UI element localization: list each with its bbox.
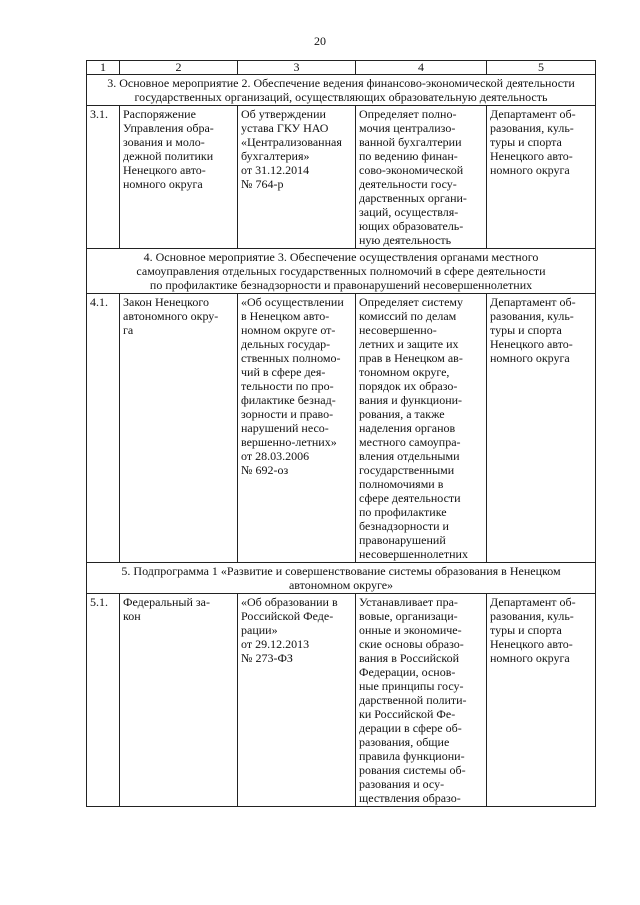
- cell-line: заций, осуществля-: [359, 205, 459, 219]
- cell-line: сфере деятельности: [359, 491, 461, 505]
- cell-line: мочия централизо-: [359, 121, 456, 135]
- document-title: [238, 294, 356, 563]
- section-heading: [87, 75, 596, 106]
- cell-line: прав в Ненецком ав-: [359, 351, 463, 365]
- cell-line: номного округа: [123, 177, 203, 191]
- cell-line: несовершенно-: [359, 323, 437, 337]
- cell-line: сово-экономической: [359, 163, 464, 177]
- cell-line: № 692-оз: [241, 463, 289, 477]
- row-number: 5.1.: [87, 594, 120, 807]
- cell-line: автономного окру-: [123, 309, 219, 323]
- cell-line: Определяет систему: [359, 295, 464, 309]
- document-table: [86, 60, 596, 807]
- cell-line: «Об образовании в: [241, 595, 338, 609]
- cell-line: Федерации, основ-: [359, 665, 456, 679]
- document-title: [238, 594, 356, 807]
- cell-line: по ведению финан-: [359, 149, 458, 163]
- cell-line: нарушений несо-: [241, 421, 329, 435]
- cell-line: тономном округе,: [359, 365, 450, 379]
- document-type: [120, 106, 238, 249]
- cell-line: номного округа: [490, 351, 570, 365]
- cell-line: ки Российской Фе-: [359, 707, 456, 721]
- cell-line: летних и защите их: [359, 337, 459, 351]
- cell-line: государственных организаций, осуществляющих образовательную деятельность: [134, 90, 548, 104]
- cell-line: наделения органов: [359, 421, 456, 435]
- cell-line: номном округе от-: [241, 323, 336, 337]
- cell-line: зорности и право-: [241, 407, 334, 421]
- cell-line: 5. Подпрограмма 1 «Развитие и совершенствование системы образования в Ненецком: [121, 564, 561, 578]
- cell-line: тельности по про-: [241, 379, 334, 393]
- cell-line: порядок их образо-: [359, 379, 458, 393]
- cell-line: Ненецкого авто-: [123, 163, 206, 177]
- cell-line: разования, куль-: [490, 609, 574, 623]
- cell-line: дарственной полити-: [359, 693, 467, 707]
- cell-line: Департамент об-: [490, 595, 576, 609]
- cell-line: туры и спорта: [490, 323, 562, 337]
- cell-line: самоуправления отдельных государственных полномочий в сфере деятельности: [136, 264, 546, 278]
- section-row: [87, 75, 596, 106]
- cell-line: местного самоупра-: [359, 435, 461, 449]
- cell-line: Распоряжение: [123, 107, 196, 121]
- cell-line: вания и функциони-: [359, 393, 463, 407]
- document-type: [120, 594, 238, 807]
- cell-line: Департамент об-: [490, 107, 576, 121]
- cell-line: Российской Феде-: [241, 609, 334, 623]
- cell-line: Ненецкого авто-: [490, 637, 573, 651]
- row-number: 3.1.: [87, 106, 120, 249]
- cell-line: Закон Ненецкого: [123, 295, 209, 309]
- cell-line: вершенно-летних»: [241, 435, 337, 449]
- cell-line: государственными: [359, 463, 455, 477]
- cell-line: полномочиями в: [359, 477, 444, 491]
- document-description: [356, 106, 487, 249]
- cell-line: рования системы об-: [359, 763, 466, 777]
- table-row: [87, 594, 596, 807]
- cell-line: Федеральный за-: [123, 595, 210, 609]
- cell-line: разования, куль-: [490, 121, 574, 135]
- cell-line: ственных полномо-: [241, 351, 341, 365]
- cell-line: ществления образо-: [359, 791, 461, 805]
- cell-line: по профилактике: [359, 505, 447, 519]
- cell-line: комиссий по делам: [359, 309, 457, 323]
- cell-line: Управления обра-: [123, 121, 214, 135]
- responsible-department: [487, 294, 596, 563]
- document-description: [356, 294, 487, 563]
- cell-line: ванной бухгалтерии: [359, 135, 462, 149]
- cell-line: га: [123, 323, 134, 337]
- page-number: 20: [314, 34, 326, 48]
- cell-line: кон: [123, 609, 141, 623]
- document-description: [356, 594, 487, 807]
- cell-line: 3. Основное мероприятие 2. Обеспечение ведения финансово-экономической деятельности: [107, 76, 575, 90]
- cell-line: дежной политики: [123, 149, 214, 163]
- section-row: [87, 249, 596, 294]
- table-row: [87, 294, 596, 563]
- cell-line: дельных государ-: [241, 337, 331, 351]
- cell-line: автономном округе»: [288, 578, 394, 592]
- cell-line: зования и моло-: [123, 135, 205, 149]
- cell-line: в Ненецком авто-: [241, 309, 330, 323]
- cell-line: Об утверждении: [241, 107, 326, 121]
- cell-line: дерации в сфере об-: [359, 721, 462, 735]
- header-row: [87, 61, 596, 75]
- cell-line: разования и осу-: [359, 777, 445, 791]
- cell-line: рации»: [241, 623, 278, 637]
- section-heading: [87, 249, 596, 294]
- cell-line: онные и экономиче-: [359, 623, 462, 637]
- responsible-department: [487, 106, 596, 249]
- cell-line: безнадзорности и: [359, 519, 449, 533]
- cell-line: № 764-р: [241, 177, 284, 191]
- responsible-department: [487, 594, 596, 807]
- cell-line: от 28.03.2006: [241, 449, 310, 463]
- cell-line: бухгалтерия»: [241, 149, 310, 163]
- cell-line: вания в Российской: [359, 651, 460, 665]
- cell-line: туры и спорта: [490, 623, 562, 637]
- cell-line: разования, общие: [359, 735, 450, 749]
- section-heading: [87, 563, 596, 594]
- cell-line: Департамент об-: [490, 295, 576, 309]
- cell-line: ные принципы госу-: [359, 679, 464, 693]
- cell-line: ские основы образо-: [359, 637, 464, 651]
- cell-line: филактике безнад-: [241, 393, 336, 407]
- cell-line: номного округа: [490, 651, 570, 665]
- cell-line: дарственных органи-: [359, 191, 467, 205]
- cell-line: номного округа: [490, 163, 570, 177]
- cell-line: Определяет полно-: [359, 107, 457, 121]
- cell-line: Устанавливает пра-: [359, 595, 458, 609]
- column-header: 4: [356, 61, 487, 75]
- cell-line: Ненецкого авто-: [490, 149, 573, 163]
- document-type: [120, 294, 238, 563]
- column-header: 3: [238, 61, 356, 75]
- cell-line: ную деятельность: [359, 233, 452, 247]
- section-row: [87, 563, 596, 594]
- cell-line: правонарушений: [359, 533, 446, 547]
- cell-line: от 31.12.2014: [241, 163, 310, 177]
- cell-line: по профилактике безнадзорности и правонарушений несовершеннолетних: [149, 278, 533, 292]
- cell-line: вовые, организаци-: [359, 609, 458, 623]
- column-header: 5: [487, 61, 596, 75]
- cell-line: от 29.12.2013: [241, 637, 310, 651]
- cell-line: «Об осуществлении: [241, 295, 344, 309]
- cell-line: устава ГКУ НАО: [241, 121, 329, 135]
- column-header: 2: [120, 61, 238, 75]
- cell-line: правила функциони-: [359, 749, 465, 763]
- cell-line: ющих образователь-: [359, 219, 464, 233]
- cell-line: деятельности госу-: [359, 177, 457, 191]
- cell-line: чий в сфере дея-: [241, 365, 326, 379]
- column-header: 1: [87, 61, 120, 75]
- cell-line: № 273-ФЗ: [241, 651, 293, 665]
- document-title: [238, 106, 356, 249]
- cell-line: «Централизованная: [241, 135, 342, 149]
- table-row: [87, 106, 596, 249]
- cell-line: вления отдельными: [359, 449, 460, 463]
- row-number: 4.1.: [87, 294, 120, 563]
- cell-line: рования, а также: [359, 407, 445, 421]
- cell-line: 4. Основное мероприятие 3. Обеспечение осуществления органами местного: [143, 250, 539, 264]
- cell-line: разования, куль-: [490, 309, 574, 323]
- cell-line: несовершеннолетних: [359, 547, 468, 561]
- cell-line: Ненецкого авто-: [490, 337, 573, 351]
- cell-line: туры и спорта: [490, 135, 562, 149]
